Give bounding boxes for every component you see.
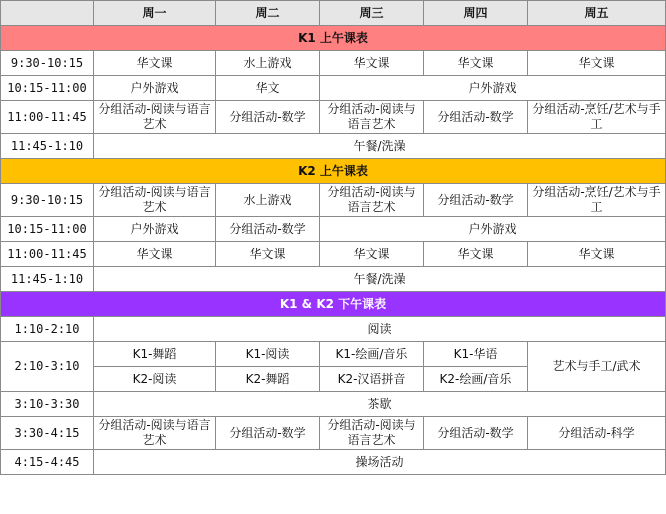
time-cell: 11:45-1:10 (1, 267, 94, 292)
class-cell: 华文课 (320, 51, 424, 76)
class-cell: 华文课 (424, 242, 528, 267)
k2-row-3 (1, 242, 666, 267)
class-cell: K1-绘画/音乐 (320, 342, 424, 367)
class-cell: 分组活动-数学 (216, 101, 320, 134)
class-cell: K1-阅读 (216, 342, 320, 367)
k2-row-4 (1, 267, 666, 292)
class-cell: 分组活动-阅读与语言艺术 (320, 417, 424, 450)
class-cell: 分组活动-烹饪/艺术与手工 (528, 184, 666, 217)
class-cell: 分组活动-阅读与语言艺术 (94, 417, 216, 450)
class-cell-merged: 操场活动 (94, 450, 666, 475)
class-cell: 分组活动-阅读与语言艺术 (320, 101, 424, 134)
k1-row-1 (1, 51, 666, 76)
time-cell: 4:15-4:45 (1, 450, 94, 475)
class-cell: K1-舞蹈 (94, 342, 216, 367)
class-cell-friday-merged: 艺术与手工/武术 (528, 342, 666, 392)
pm-row-5 (1, 450, 666, 475)
k1-section-header (1, 26, 666, 51)
class-cell: 分组活动-数学 (424, 417, 528, 450)
time-cell: 3:10-3:30 (1, 392, 94, 417)
class-cell: K2-绘画/音乐 (424, 367, 528, 392)
class-cell-merged: 户外游戏 (320, 217, 666, 242)
class-cell: 分组活动-阅读与语言艺术 (320, 184, 424, 217)
header-day-thu: 周四 (424, 1, 528, 26)
class-cell: 华文课 (424, 51, 528, 76)
pm-row-4 (1, 417, 666, 450)
time-cell: 9:30-10:15 (1, 51, 94, 76)
class-cell: 分组活动-烹饪/艺术与手工 (528, 101, 666, 134)
class-cell: 分组活动-科学 (528, 417, 666, 450)
k1-row-4 (1, 134, 666, 159)
class-cell: 华文课 (320, 242, 424, 267)
time-cell: 11:00-11:45 (1, 101, 94, 134)
class-cell: 分组活动-数学 (216, 217, 320, 242)
k2-section-title: K2 上午课表 (1, 159, 666, 184)
pm-row-3 (1, 392, 666, 417)
class-cell: K2-舞蹈 (216, 367, 320, 392)
header-day-wed: 周三 (320, 1, 424, 26)
pm-row-1 (1, 317, 666, 342)
time-cell: 2:10-3:10 (1, 342, 94, 392)
class-cell-merged: 阅读 (94, 317, 666, 342)
pm-row-2a (1, 342, 666, 367)
time-cell: 1:10-2:10 (1, 317, 94, 342)
class-cell: 分组活动-阅读与语言艺术 (94, 184, 216, 217)
header-day-mon: 周一 (94, 1, 216, 26)
class-cell: 分组活动-阅读与语言艺术 (94, 101, 216, 134)
header-day-fri: 周五 (528, 1, 666, 26)
class-cell: K1-华语 (424, 342, 528, 367)
class-cell: 分组活动-数学 (216, 417, 320, 450)
class-cell: K2-汉语拼音 (320, 367, 424, 392)
time-cell: 10:15-11:00 (1, 217, 94, 242)
class-cell-merged: 午餐/洗澡 (94, 134, 666, 159)
time-cell: 11:00-11:45 (1, 242, 94, 267)
class-cell: 华文课 (94, 242, 216, 267)
k2-row-1 (1, 184, 666, 217)
time-cell: 3:30-4:15 (1, 417, 94, 450)
header-day-tue: 周二 (216, 1, 320, 26)
class-cell-merged: 午餐/洗澡 (94, 267, 666, 292)
class-cell: 分组活动-数学 (424, 184, 528, 217)
class-cell: K2-阅读 (94, 367, 216, 392)
class-cell: 户外游戏 (94, 76, 216, 101)
time-cell: 10:15-11:00 (1, 76, 94, 101)
pm-section-title: K1 & K2 下午课表 (1, 292, 666, 317)
class-cell: 华文课 (528, 242, 666, 267)
class-cell: 户外游戏 (94, 217, 216, 242)
class-cell: 华文课 (216, 242, 320, 267)
time-cell: 11:45-1:10 (1, 134, 94, 159)
class-cell: 水上游戏 (216, 184, 320, 217)
k1-row-2 (1, 76, 666, 101)
header-corner (1, 1, 94, 26)
class-cell-merged: 茶歇 (94, 392, 666, 417)
k2-section-header (1, 159, 666, 184)
header-row (1, 1, 666, 26)
class-cell: 水上游戏 (216, 51, 320, 76)
class-cell-merged: 户外游戏 (320, 76, 666, 101)
time-cell: 9:30-10:15 (1, 184, 94, 217)
class-cell: 华文课 (94, 51, 216, 76)
k1-row-3 (1, 101, 666, 134)
pm-section-header (1, 292, 666, 317)
k2-row-2 (1, 217, 666, 242)
class-cell: 华文 (216, 76, 320, 101)
k1-section-title: K1 上午课表 (1, 26, 666, 51)
class-cell: 华文课 (528, 51, 666, 76)
class-cell: 分组活动-数学 (424, 101, 528, 134)
